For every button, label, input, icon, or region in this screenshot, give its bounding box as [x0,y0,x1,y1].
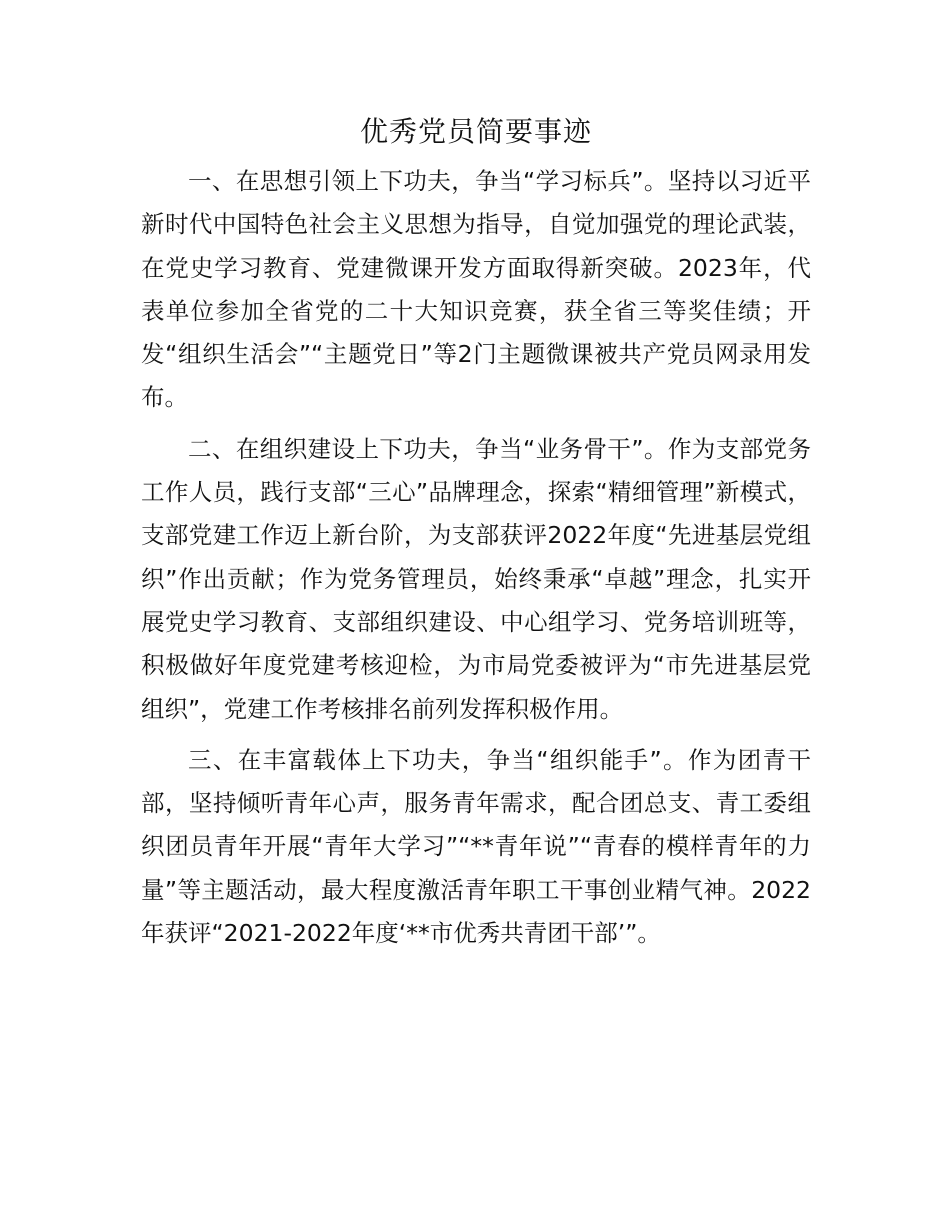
document-body [141,112,811,963]
document-title: 优秀党员简要事迹 [359,115,592,148]
paragraph-3: 三、在丰富载体上下功夫，争当“组织能手”。作为团青干部，坚持倾听青年心声，服务青年需求，配合团总支、青工委组织团员青年开展“青年大学习”“**青年说”“青春的模样青年的力量”等主题活动，最大程度激活青年职工干事创业精气神。2022年获评“2021-2022年度‘**市优秀共青团干部’”。 [141,745,811,948]
paragraph-2: 二、在组织建设上下功夫，争当“业务骨干”。作为支部党务工作人员，践行支部“三心”品牌理念，探索“精细管理”新模式，支部党建工作迈上新台阶，为支部获评2022年度“先进基层党组织”作出贡献；作为党务管理员，始终秉承“卓越”理念，扎实开展党史学习教育、支部组织建设、中心组学习、党务培训班等，积极做好年度党建考核迎检，为市局党委被评为“市先进基层党组织”，党建工作考核排名前列发挥积极作用。 [141,434,811,723]
paragraph-1: 一、在思想引领上下功夫，争当“学习标兵”。坚持以习近平新时代中国特色社会主义思想为指导，自觉加强党的理论武装，在党史学习教育、党建微课开发方面取得新突破。2023年，代表单位参加全省党的二十大知识竞赛，获全省三等奖佳绩；开发“组织生活会”“主题党日”等2门主题微课被共产党员网录用发布。 [141,167,811,412]
